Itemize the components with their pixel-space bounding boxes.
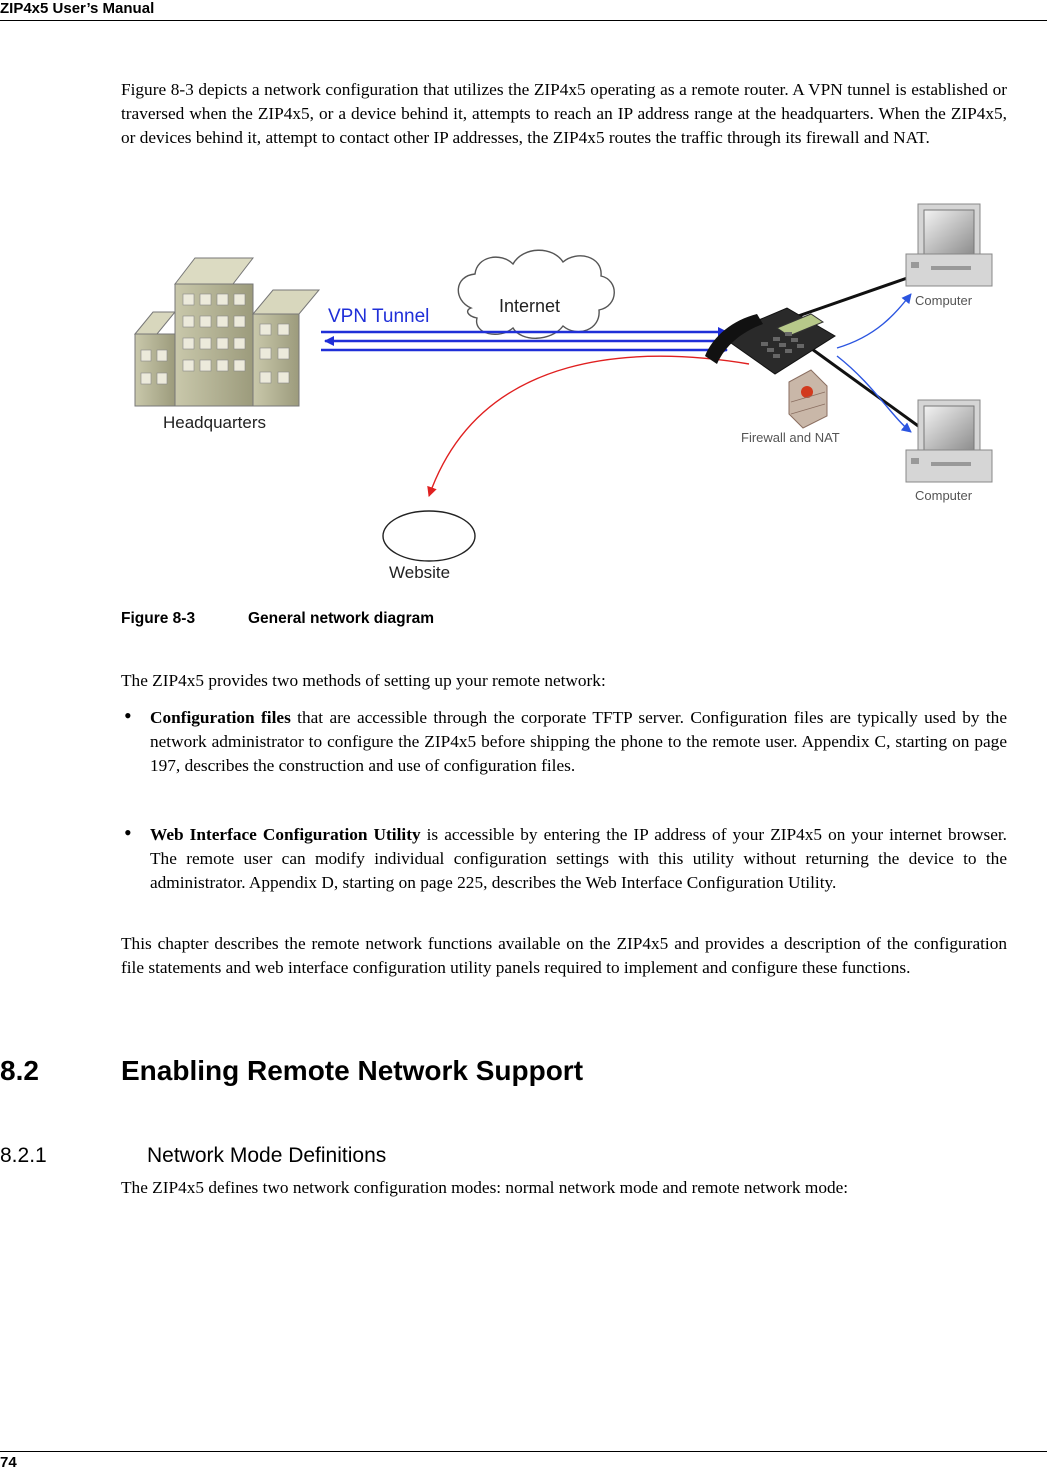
bullet-term: Web Interface Configuration Utility — [150, 825, 421, 844]
headquarters-building-icon — [135, 258, 319, 406]
section-number: 8.2 — [0, 1055, 39, 1086]
bullet-dot: • — [124, 820, 132, 845]
computer-bottom-label: Computer — [915, 488, 973, 503]
computer-icon-top — [906, 204, 992, 286]
vpn-tunnel-label: VPN Tunnel — [328, 306, 430, 327]
modes-paragraph: The ZIP4x5 defines two network configuration modes: normal network mode and remote network mode: — [121, 1178, 849, 1197]
figure-caption — [121, 609, 434, 629]
figure-number: Figure 8-3 — [121, 610, 196, 627]
intro-paragraph: Figure 8-3 depicts a network configuration that utilizes the ZIP4x5 operating as a remote router. A VPN tunnel is established or traversed when the ZIP4x5, or a device behind it, attempts to reach an IP address range at the headquarters. When the ZIP4x5, or devices behind it, attempt to contact other IP addresses, the ZIP4x5 routes the traffic through its firewall and NAT. — [121, 80, 1007, 147]
section-heading — [0, 1054, 583, 1088]
computer-top-label: Computer — [915, 293, 973, 308]
bullet-text: that are accessible through the corporate TFTP server. Configuration files are typically used by the network administrator to configure the ZIP4x5 before shipping the phone to the remote user. Appendix C, starting on page 197, describes the construction and use of configuration files. — [150, 708, 1007, 775]
lan-arrow-top — [837, 294, 911, 348]
network-diagram — [121, 196, 997, 586]
subsection-number: 8.2.1 — [0, 1144, 47, 1167]
chapter-paragraph: This chapter describes the remote network functions available on the ZIP4x5 and provides a description of the configuration file statements and web interface configuration utility panels required to implement and configure these functions. — [121, 934, 1007, 977]
figure-caption-text: General network diagram — [248, 610, 435, 627]
page-number: 74 — [0, 1454, 17, 1471]
subsection-heading — [0, 1143, 386, 1169]
methods-intro: The ZIP4x5 provides two methods of setting up your remote network: — [121, 671, 606, 690]
bullet-text: is accessible by entering the IP address of your ZIP4x5 on your internet browser. The remote user can modify individual configuration settings with this utility without returning the device to the administrator. Appendix D, starting on page 225, describes the Web Interface Configuration Utility. — [150, 825, 1007, 892]
website-icon — [383, 511, 475, 561]
internet-route-arrow — [429, 356, 749, 496]
internet-cloud-icon — [458, 250, 614, 338]
header-rule — [0, 20, 1047, 21]
ip-phone-icon — [705, 308, 835, 374]
subsection-title: Network Mode Definitions — [147, 1144, 387, 1167]
website-label: Website — [389, 563, 451, 582]
section-title: Enabling Remote Network Support — [121, 1055, 584, 1086]
bullet-term: Configuration files — [150, 708, 291, 727]
firewall-icon — [789, 370, 827, 428]
bullet-dot: • — [124, 703, 132, 728]
running-header: ZIP4x5 User’s Manual — [0, 0, 155, 17]
internet-label: Internet — [499, 296, 561, 316]
firewall-label: Firewall and NAT — [741, 430, 840, 445]
footer-rule — [0, 1451, 1047, 1452]
headquarters-label: Headquarters — [163, 413, 267, 432]
computer-icon-bottom — [906, 400, 992, 482]
